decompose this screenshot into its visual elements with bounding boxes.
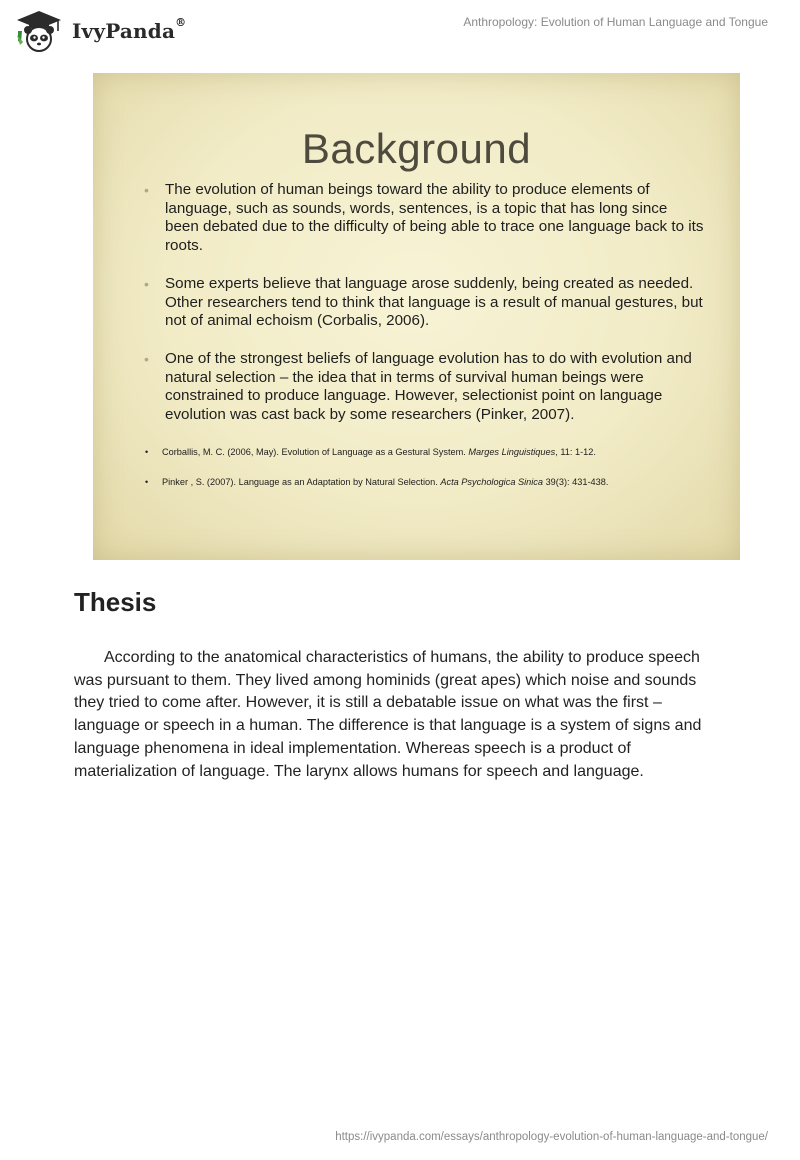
source-url[interactable]: https://ivypanda.com/essays/anthropology-evolution-of-human-language-and-tongue/: [335, 1131, 768, 1143]
panda-graduate-icon: [14, 9, 64, 53]
slide-bullet: • Some experts believe that language arose suddenly, being created as needed. Other researchers tend to think that language is a result of manual gestures, but not of animal echoism (Corbalis, 2006).: [165, 275, 705, 331]
document-title: Anthropology: Evolution of Human Language and Tongue: [463, 15, 768, 29]
reference-pages: , 11: 1-12.: [555, 447, 596, 457]
section-heading: Thesis: [74, 587, 157, 617]
reference-text: Corballis, M. C. (2006, May). Evolution of Language as a Gestural System.: [162, 447, 469, 457]
reference-journal: Marges Linguistiques: [468, 447, 556, 457]
slide-image: [93, 73, 740, 560]
reference-text: Pinker , S. (2007). Language as an Adaptation by Natural Selection.: [162, 477, 441, 487]
slide-bullet: • One of the strongest beliefs of language evolution has to do with evolution and natural selection – the idea that in terms of survival human beings were constrained to produce language. However, selectionist point on language evolution was cast back by some researchers (Pinker, 2007).: [165, 350, 705, 424]
ivypanda-logo[interactable]: [14, 10, 214, 52]
registered-mark: ®: [175, 16, 187, 29]
body-paragraph: According to the anatomical characteristics of humans, the ability to produce speech was pursuant to them. They lived among hominids (great apes) which noise and sounds they tried to come after. However, it is still a debatable issue on what was the first – language or speech in a human. The difference is that language is a system of signs and language phenomena in ideal implementation. Whereas speech is a product of materialization of language. The larynx allows humans for speech and language.: [74, 649, 702, 780]
slide-reference: [162, 476, 722, 488]
reference-pages: 39(3): 431-438.: [543, 477, 609, 487]
slide-bullet: • The evolution of human beings toward the ability to produce elements of language, such as sounds, words, sentences, is a topic that has long since been debated due to the difficulty of being able to trace one language back to its roots.: [165, 181, 705, 255]
logo-text: [72, 16, 187, 43]
logo-name: IvyPanda: [72, 19, 176, 43]
reference-journal: Acta Psychologica Sinica: [440, 477, 544, 487]
slide-reference: [162, 446, 722, 458]
slide-title: Background: [301, 125, 532, 172]
